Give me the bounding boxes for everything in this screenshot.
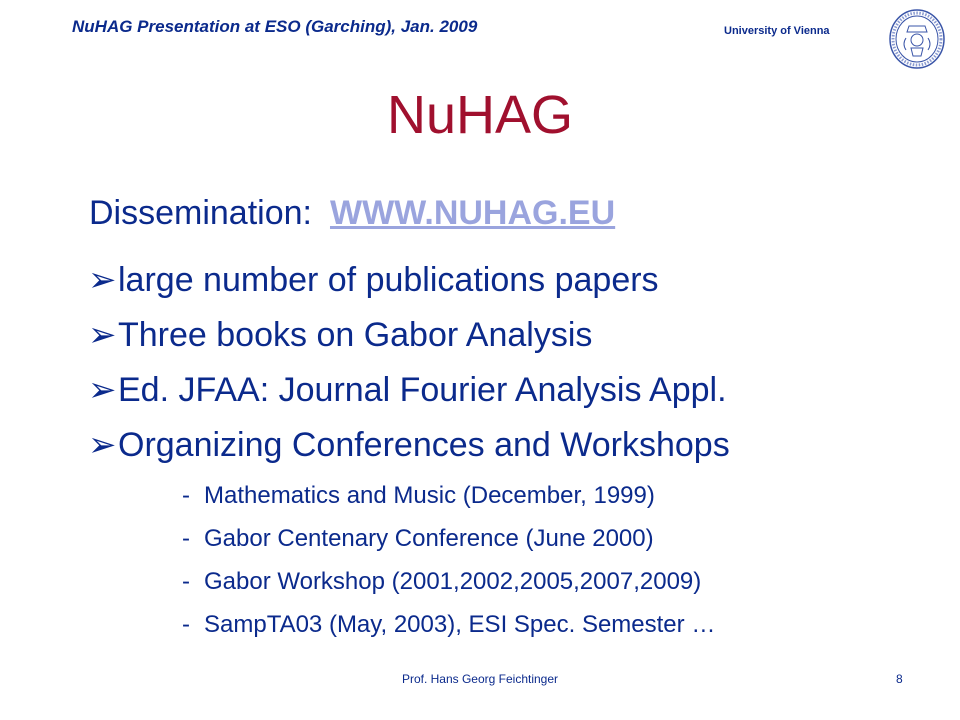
sub-item-text: Mathematics and Music (December, 1999) xyxy=(204,481,655,509)
sub-item xyxy=(182,603,715,646)
sub-item xyxy=(182,560,715,603)
bullet-text: Organizing Conferences and Workshops xyxy=(118,425,730,464)
arrow-bullet-icon: ➢ xyxy=(88,260,117,299)
bullet-text: Three books on Gabor Analysis xyxy=(118,315,593,354)
slide-title: NuHAG xyxy=(386,85,574,145)
footer-author: Prof. Hans Georg Feichtinger xyxy=(401,672,559,686)
bullet-item xyxy=(88,417,730,472)
bullet-item xyxy=(88,307,730,362)
presentation-header: NuHAG Presentation at ESO (Garching), Jan. 2009 xyxy=(72,17,478,36)
sub-item-text: Gabor Centenary Conference (June 2000) xyxy=(204,524,654,552)
bullet-item xyxy=(88,252,730,307)
dissemination-label: Dissemination: xyxy=(89,194,312,232)
bullet-text: large number of publications papers xyxy=(118,260,659,299)
dissemination-line xyxy=(89,196,615,230)
nuhag-website-link[interactable]: WWW.NUHAG.EU xyxy=(329,194,616,232)
arrow-bullet-icon: ➢ xyxy=(88,425,117,464)
dash-bullet-icon: - xyxy=(182,567,190,595)
sub-item xyxy=(182,517,715,560)
university-seal-icon xyxy=(888,8,946,70)
arrow-bullet-icon: ➢ xyxy=(88,370,117,409)
dash-bullet-icon: - xyxy=(182,524,190,552)
sub-item-text: SampTA03 (May, 2003), ESI Spec. Semester … xyxy=(204,610,716,638)
sub-item-text: Gabor Workshop (2001,2002,2005,2007,2009) xyxy=(204,567,702,595)
university-name: University of Vienna xyxy=(724,25,830,37)
sub-bullet-list xyxy=(182,474,715,646)
page-number: 8 xyxy=(896,672,903,686)
bullet-list xyxy=(88,252,730,472)
sub-item xyxy=(182,474,715,517)
bullet-item xyxy=(88,362,730,417)
arrow-bullet-icon: ➢ xyxy=(88,315,117,354)
bullet-text: Ed. JFAA: Journal Fourier Analysis Appl. xyxy=(118,370,727,409)
dash-bullet-icon: - xyxy=(182,610,190,638)
dash-bullet-icon: - xyxy=(182,481,190,509)
